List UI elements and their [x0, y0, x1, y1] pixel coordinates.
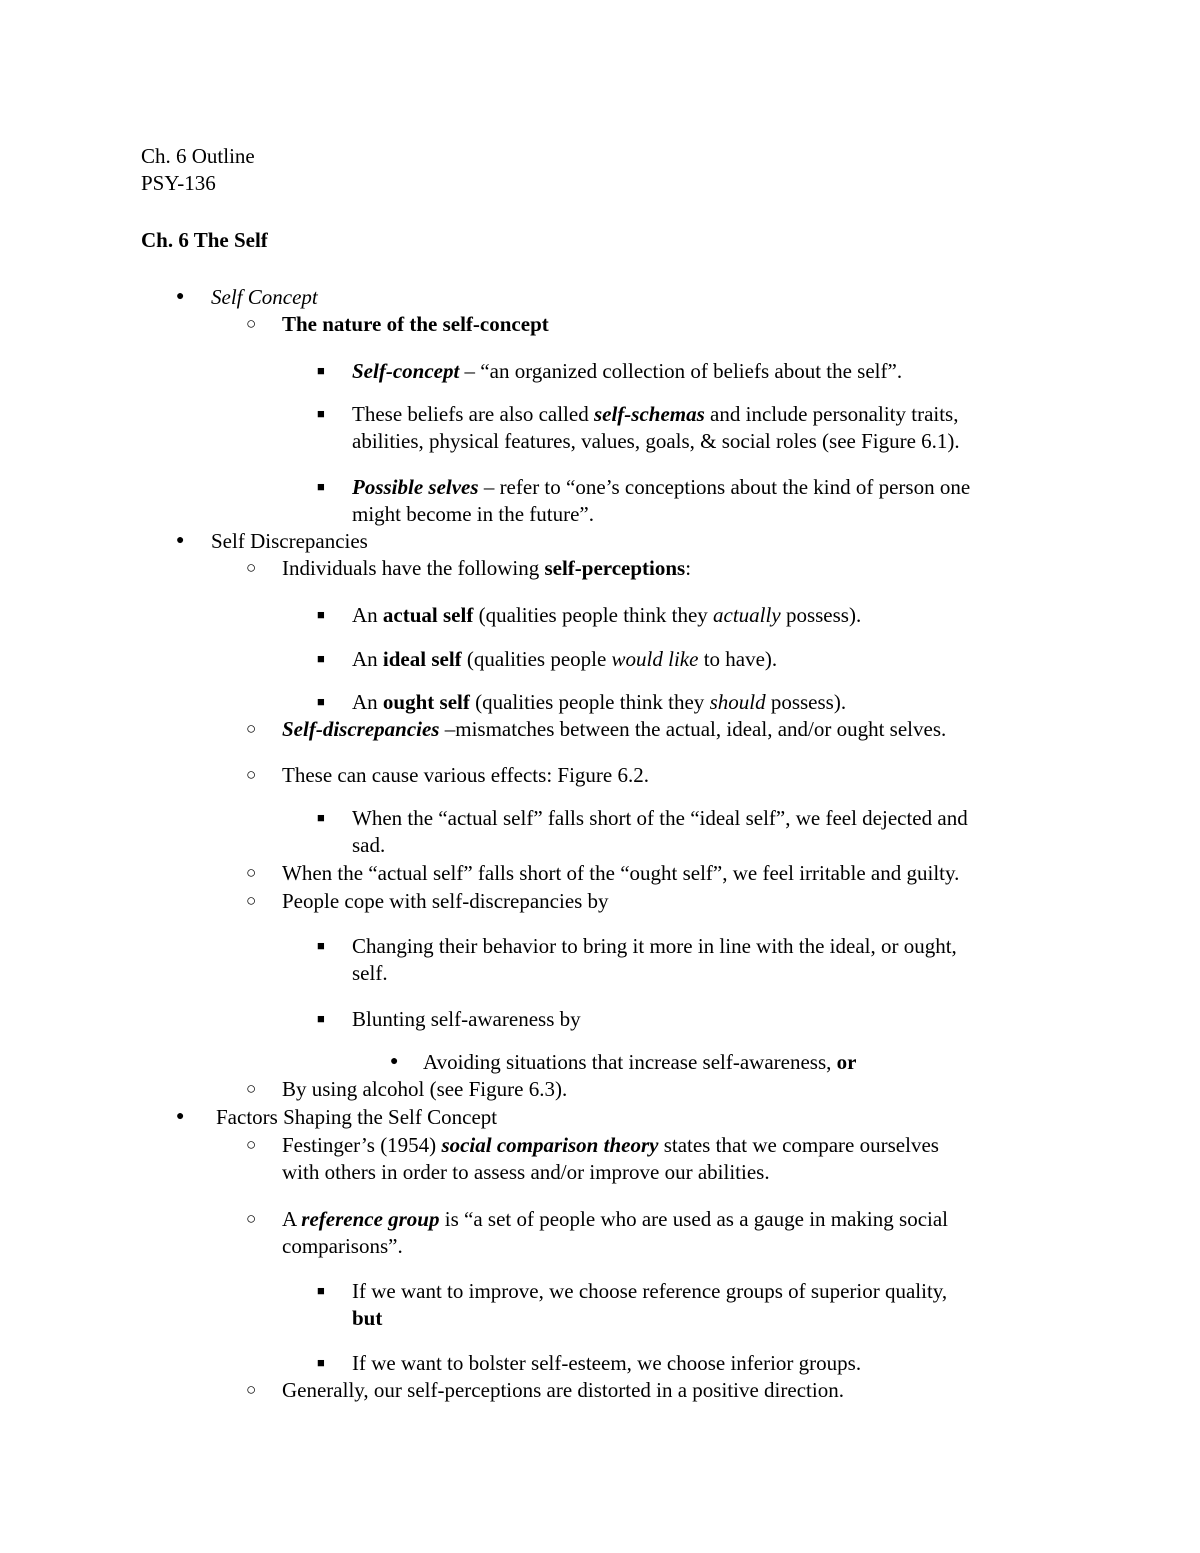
outline-item-changing-behavior: Changing their behavior to bring it more in line with the ideal, or ought, [352, 934, 957, 958]
bullet-marker: ○ [246, 1079, 257, 1098]
term-reference-group: reference group [301, 1207, 440, 1231]
chapter-title: Ch. 6 The Self [141, 228, 268, 252]
term-self-schemas: self-schemas [593, 402, 705, 426]
bullet-marker: ■ [317, 938, 325, 953]
bullet-marker: ○ [246, 1209, 257, 1228]
bullet-marker: ○ [246, 891, 257, 910]
term-social-comparison-theory: social comparison theory [441, 1133, 659, 1157]
bullet-marker: ○ [246, 863, 257, 882]
bullet-marker: ○ [246, 1135, 257, 1154]
outline-item-various-effects: These can cause various effects: Figure 6.2. [282, 763, 649, 787]
bullet-marker: ■ [317, 651, 325, 666]
doc-header-line1: Ch. 6 Outline [141, 144, 255, 168]
outline-item-avoiding-situations: Avoiding situations that increase self-awareness, or [423, 1050, 857, 1074]
outline-item-coping: People cope with self-discrepancies by [282, 889, 609, 913]
bullet-marker: ● [176, 533, 185, 548]
term-possible-selves: Possible selves [352, 475, 479, 499]
bullet-marker: ○ [246, 558, 257, 577]
outline-item-possible-selves: Possible selves – refer to “one’s conceptions about the kind of person one [352, 475, 971, 499]
outline-item-positive-distortion: Generally, our self-perceptions are distorted in a positive direction. [282, 1378, 844, 1402]
bullet-marker: ○ [246, 1380, 257, 1399]
outline-item-self-schemas: These beliefs are also called self-schemas and include personality traits, [352, 402, 959, 426]
bullet-marker: ■ [317, 479, 325, 494]
outline-item-social-comparison-cont: with others in order to assess and/or improve our abilities. [282, 1160, 770, 1184]
doc-header-line2: PSY-136 [141, 171, 216, 195]
section-self-concept-title: Self Concept [211, 285, 318, 309]
nature-of-self-concept-heading: The nature of the self-concept [282, 312, 549, 336]
outline-item-ought-shortfall: When the “actual self” falls short of the “ought self”, we feel irritable and guilty. [282, 861, 960, 885]
outline-item-ideal-shortfall: When the “actual self” falls short of the “ideal self”, we feel dejected and [352, 806, 968, 830]
outline-item-improve-but: but [352, 1306, 383, 1330]
section-factors-title: Factors Shaping the Self Concept [216, 1105, 498, 1129]
bullet-marker: ■ [317, 1355, 325, 1370]
bullet-marker: ● [390, 1054, 399, 1069]
outline-item-changing-behavior-cont: self. [352, 961, 388, 985]
bullet-marker: ○ [246, 765, 257, 784]
outline-item-actual-self: An actual self (qualities people think they actually possess). [352, 603, 862, 627]
outline-item-self-discrepancies: Self-discrepancies –mismatches between the actual, ideal, and/or ought selves. [282, 717, 947, 741]
outline-item-ought-self: An ought self (qualities people think they should possess). [352, 690, 847, 714]
bullet-marker: ● [176, 289, 185, 304]
outline-item-ideal-self: An ideal self (qualities people would like to have). [352, 647, 778, 671]
outline-item-alcohol: By using alcohol (see Figure 6.3). [282, 1077, 568, 1101]
bullet-marker: ○ [246, 719, 257, 738]
bullet-marker: ● [176, 1109, 185, 1124]
term-self-concept: Self-concept [352, 359, 460, 383]
outline-item-possible-selves-cont: might become in the future”. [352, 502, 595, 526]
outline-item-improve: If we want to improve, we choose reference groups of superior quality, [352, 1279, 948, 1303]
outline-item-self-concept-definition: Self-concept – “an organized collection of beliefs about the self”. [352, 359, 903, 383]
bullet-marker: ■ [317, 694, 325, 709]
bullet-marker: ■ [317, 810, 325, 825]
bullet-marker: ○ [246, 314, 257, 333]
bullet-marker: ■ [317, 406, 325, 421]
bullet-marker: ■ [317, 1011, 325, 1026]
section-self-discrepancies-title: Self Discrepancies [211, 529, 368, 553]
outline-item-blunting: Blunting self-awareness by [352, 1007, 581, 1031]
outline-item-reference-group: A reference group is “a set of people who are used as a gauge in making social [282, 1207, 949, 1231]
outline-item-bolster: If we want to bolster self-esteem, we choose inferior groups. [352, 1351, 862, 1375]
bullet-marker: ■ [317, 363, 325, 378]
bullet-marker: ■ [317, 1283, 325, 1298]
outline-item-self-perceptions: Individuals have the following self-perceptions: [282, 556, 692, 580]
outline-item-ideal-shortfall-cont: sad. [352, 833, 386, 857]
outline-item-reference-group-cont: comparisons”. [282, 1234, 403, 1258]
bullet-marker: ■ [317, 607, 325, 622]
outline-item-social-comparison: Festinger’s (1954) social comparison theory states that we compare ourselves [282, 1133, 939, 1157]
term-self-discrepancies: Self-discrepancies [282, 717, 440, 741]
outline-item-self-schemas-cont: abilities, physical features, values, goals, & social roles (see Figure 6.1). [352, 429, 960, 453]
